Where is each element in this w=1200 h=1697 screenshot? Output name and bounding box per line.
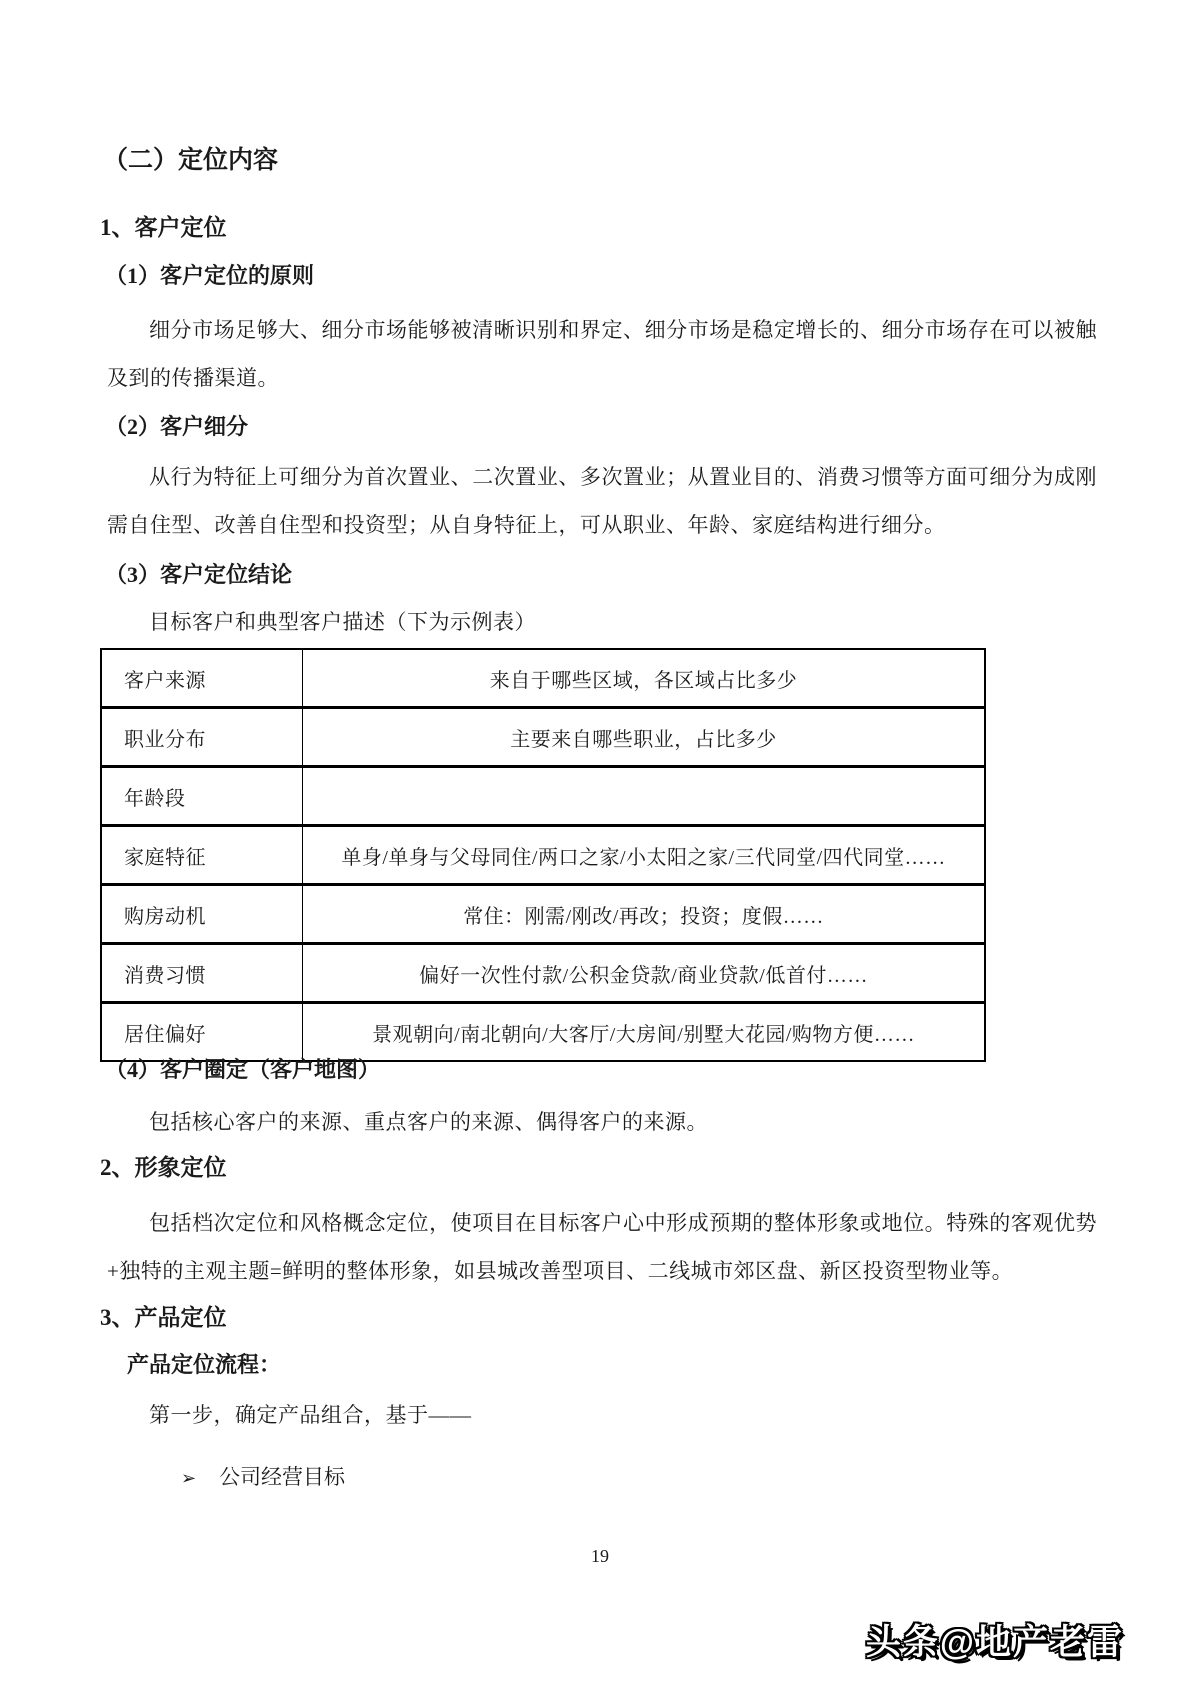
row-label: 消费习惯: [101, 944, 303, 1003]
table-row: [101, 708, 985, 767]
subheading-customer-mapping: （4）客户圈定（客户地图）: [105, 1057, 381, 1082]
row-label: 职业分布: [101, 708, 303, 767]
paragraph-step-one: 第一步，确定产品组合，基于——: [149, 1403, 472, 1427]
row-value: 单身/单身与父母同住/两口之家/小太阳之家/三代同堂/四代同堂……: [303, 826, 986, 885]
row-value: 来自于哪些区域，各区域占比多少: [489, 669, 798, 692]
section-heading: （二）定位内容: [103, 147, 279, 174]
subheading-customer-segmentation: （2）客户细分: [105, 414, 249, 439]
row-label: 客户来源: [101, 649, 303, 708]
table-row: [101, 767, 985, 826]
row-label: 购房动机: [101, 885, 303, 944]
paragraph-image-positioning: 包括档次定位和风格概念定位，使项目在目标客户心中形成预期的整体形象或地位。特殊的客观优势+独特的主观主题=鲜明的整体形象，如县城改善型项目、二线城市郊区盘、新区投资型物业等。: [107, 1211, 1097, 1283]
subheading-positioning-conclusion: （3）客户定位结论: [105, 562, 293, 587]
heading-image-positioning: 2、形象定位: [100, 1155, 227, 1180]
row-label: 居住偏好: [101, 1003, 303, 1062]
bullet-item: [181, 1453, 345, 1502]
row-value: [303, 767, 986, 826]
subheading-product-flow: 产品定位流程：: [127, 1352, 282, 1377]
subheading-positioning-principles: （1）客户定位的原则: [105, 263, 315, 288]
row-value: 主要来自哪些职业，占比多少: [303, 708, 986, 767]
row-value: 偏好一次性付款/公积金贷款/商业贷款/低首付……: [303, 944, 986, 1003]
row-label: 家庭特征: [101, 826, 303, 885]
paragraph-segmentation: 从行为特征上可细分为首次置业、二次置业、多次置业；从置业目的、消费习惯等方面可细分为成刚需自住型、改善自住型和投资型；从自身特征上，可从职业、年龄、家庭结构进行细分。: [107, 465, 1097, 537]
heading-customer-positioning: 1、客户定位: [100, 215, 227, 240]
bullet-label: 公司经营目标: [219, 1465, 345, 1489]
paragraph-table-intro: 目标客户和典型客户描述（下为示例表）: [149, 610, 536, 634]
row-value: 常住：刚需/刚改/再改；投资；度假……: [303, 885, 986, 944]
customer-profile-table: [100, 648, 986, 1062]
heading-product-positioning: 3、产品定位: [100, 1305, 227, 1330]
row-value: 景观朝向/南北朝向/大客厅/大房间/别墅大花园/购物方便……: [303, 1003, 986, 1062]
table-row: [101, 944, 985, 1003]
arrow-bullet-icon: ➢: [181, 1468, 197, 1488]
table-row: [101, 649, 985, 708]
paragraph-principles: 细分市场足够大、细分市场能够被清晰识别和界定、细分市场是稳定增长的、细分市场存在可以被触及到的传播渠道。: [107, 318, 1097, 390]
table-row: [101, 885, 985, 944]
watermark: 头条@地产老雷: [865, 1623, 1124, 1662]
row-label: 年龄段: [101, 767, 303, 826]
table-row: [101, 1003, 985, 1062]
page-number: 19: [591, 1546, 609, 1566]
table-row: [101, 826, 985, 885]
paragraph-customer-mapping: 包括核心客户的来源、重点客户的来源、偶得客户的来源。: [149, 1110, 708, 1134]
